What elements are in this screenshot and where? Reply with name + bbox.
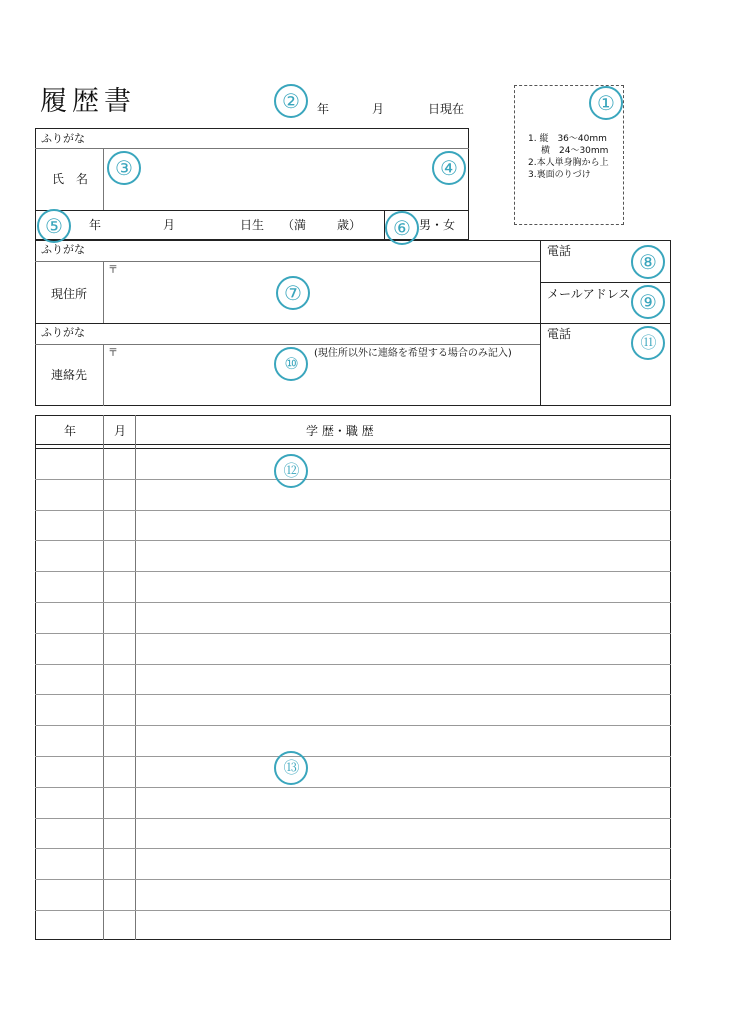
history-table bbox=[35, 415, 671, 940]
history-row-line bbox=[35, 787, 671, 788]
history-row-line bbox=[35, 725, 671, 726]
history-row-line bbox=[35, 818, 671, 819]
gender-options[interactable]: 男・女 bbox=[419, 218, 456, 232]
history-row-line bbox=[35, 879, 671, 880]
birth-day-label: 日生 bbox=[240, 218, 265, 232]
history-row-line bbox=[35, 694, 671, 695]
photo-instruction-3: 2.本人単身胸から上 bbox=[528, 158, 609, 168]
contact-furigana-divider bbox=[35, 344, 540, 345]
history-col-month: 月 bbox=[114, 424, 127, 438]
marker-7: ⑦ bbox=[276, 276, 310, 310]
address-input[interactable] bbox=[105, 263, 538, 322]
contact-input[interactable] bbox=[105, 346, 538, 404]
history-row-line bbox=[35, 910, 671, 911]
name-label: 氏 名 bbox=[52, 172, 89, 186]
address-label-divider bbox=[103, 261, 104, 324]
contact-note: (現住所以外に連絡を希望する場合のみ記入) bbox=[314, 348, 512, 359]
history-row-line bbox=[35, 848, 671, 849]
history-row-line bbox=[35, 510, 671, 511]
phone-email-divider bbox=[540, 282, 671, 283]
birth-month-label: 月 bbox=[163, 218, 176, 232]
name-input[interactable] bbox=[105, 150, 465, 208]
contact-postal-mark: 〒 bbox=[108, 348, 118, 359]
photo-instruction-4: 3.裏面のりづけ bbox=[528, 170, 591, 180]
history-year-divider bbox=[103, 415, 104, 940]
history-row-line bbox=[35, 479, 671, 480]
address-furigana-label: ふりがな bbox=[41, 243, 85, 256]
date-as-of-label: 日現在 bbox=[428, 102, 465, 116]
age-close-label: 歳） bbox=[337, 218, 362, 232]
marker-2: ② bbox=[274, 84, 308, 118]
photo-instruction-2: 横 24〜30mm bbox=[541, 146, 609, 156]
marker-5: ⑤ bbox=[37, 209, 71, 243]
contact-label-divider bbox=[103, 344, 104, 406]
name-label-divider bbox=[103, 148, 104, 210]
age-open-label: （満 bbox=[282, 218, 307, 232]
marker-8: ⑧ bbox=[631, 245, 665, 279]
history-col-year: 年 bbox=[64, 424, 77, 438]
address-label: 現住所 bbox=[51, 287, 88, 301]
marker-12: ⑫ bbox=[274, 454, 308, 488]
history-row-line bbox=[35, 540, 671, 541]
photo-instruction-1: 1. 縦 36〜40mm bbox=[528, 134, 607, 144]
address-postal-mark: 〒 bbox=[108, 265, 118, 276]
address-furigana-divider bbox=[35, 261, 540, 262]
history-row-line bbox=[35, 756, 671, 757]
marker-6: ⑥ bbox=[385, 211, 419, 245]
email-label: メールアドレス bbox=[547, 287, 631, 301]
history-row-line bbox=[35, 664, 671, 665]
contact-phone-label: 電話 bbox=[547, 327, 572, 341]
history-month-divider bbox=[135, 415, 136, 940]
birth-year-label: 年 bbox=[89, 218, 102, 232]
marker-13: ⑬ bbox=[274, 751, 308, 785]
marker-3: ③ bbox=[107, 151, 141, 185]
history-header-divider-1 bbox=[35, 444, 671, 445]
history-row-line bbox=[35, 602, 671, 603]
history-row-line bbox=[35, 633, 671, 634]
marker-1: ① bbox=[589, 86, 623, 120]
marker-9: ⑨ bbox=[631, 285, 665, 319]
contact-label: 連絡先 bbox=[51, 368, 88, 382]
marker-4: ④ bbox=[432, 151, 466, 185]
name-furigana-label: ふりがな bbox=[41, 132, 85, 145]
history-col-detail: 学 歴・職 歴 bbox=[306, 424, 374, 438]
address-phone-label: 電話 bbox=[547, 244, 572, 258]
history-header-divider-2 bbox=[35, 448, 671, 449]
marker-11: ⑪ bbox=[631, 326, 665, 360]
marker-10: ⑩ bbox=[274, 347, 308, 381]
contact-furigana-label: ふりがな bbox=[41, 326, 85, 339]
contact-phone-divider bbox=[540, 323, 541, 406]
document-title: 履歴書 bbox=[40, 86, 136, 117]
furigana-divider bbox=[35, 148, 469, 149]
history-row-line bbox=[35, 571, 671, 572]
date-month-label: 月 bbox=[372, 102, 385, 116]
date-year-label: 年 bbox=[317, 102, 330, 116]
